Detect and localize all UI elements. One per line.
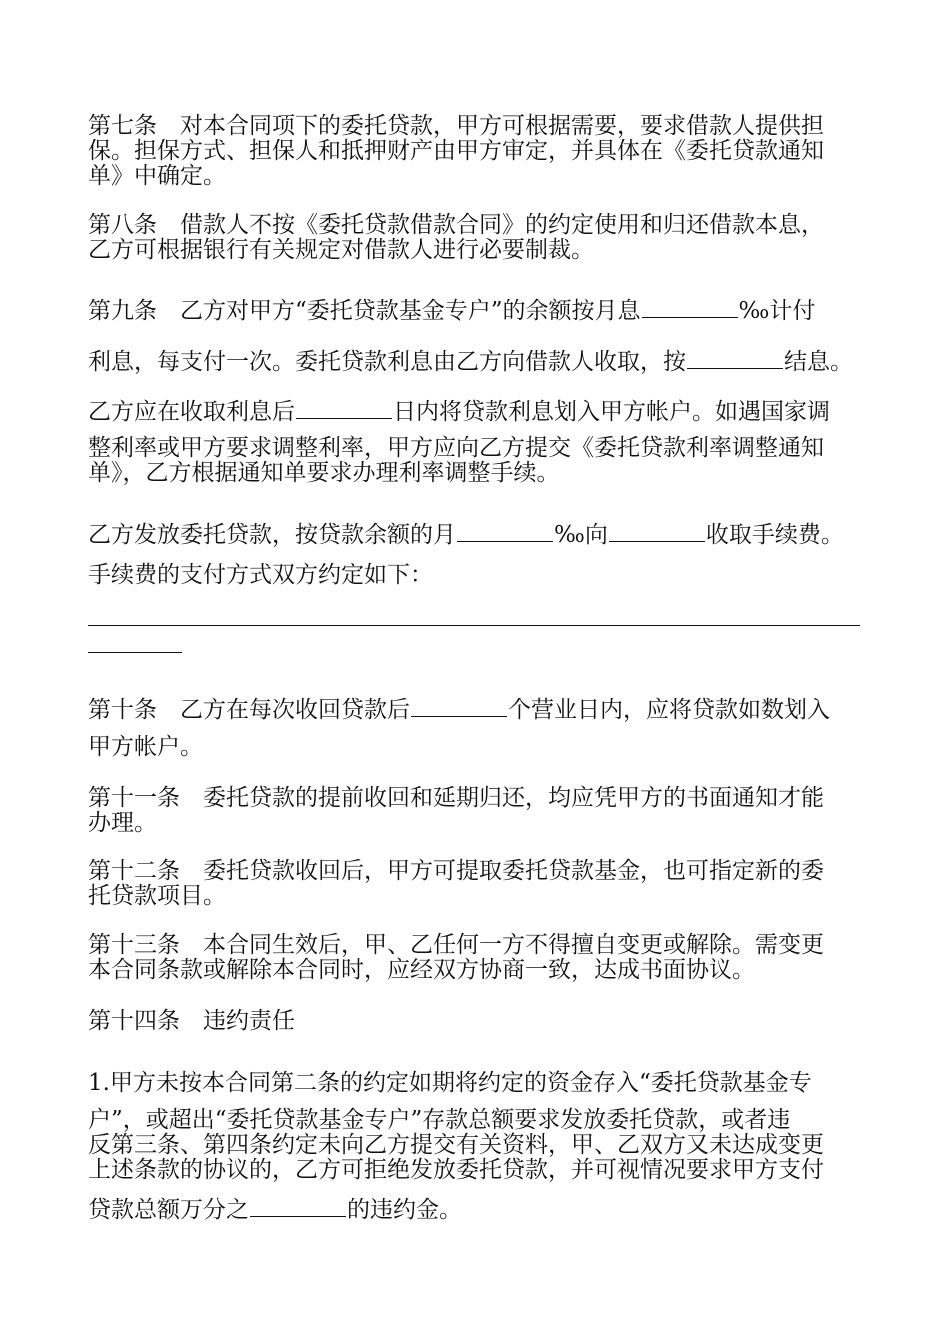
article-8-line-1: 第八条 借款人不按《委托贷款借款合同》的约定使用和归还借款本息，: [88, 212, 824, 238]
article-14-item-1-line-5: 贷款总额万分之 的违约金。: [88, 1197, 462, 1223]
article-14-item-1-line-4: 上述条款的协议的，乙方可拒绝发放委托贷款，并可视情况要求甲方支付: [88, 1157, 824, 1183]
article-14-title: 第十四条 违约责任: [88, 1008, 295, 1034]
article-12-line-2: 托贷款项目。: [88, 883, 226, 909]
article-11: [88, 786, 824, 836]
article-7-line-2: 保。担保方式、担保人和抵押财产由甲方审定，并具体在《委托贷款通知: [88, 138, 824, 164]
fee-line-2: 手续费的支付方式双方约定如下：: [88, 562, 433, 588]
article-7: [88, 114, 824, 189]
fee-method-blank-line-2[interactable]: [88, 652, 182, 653]
article-11-line-2: 办理。: [88, 810, 157, 836]
fee-line-1: 乙方发放委托贷款，按贷款余额的月 ‰向 收取手续费。: [88, 522, 844, 548]
article-7-line-1: 第七条 对本合同项下的委托贷款，甲方可根据需要，要求借款人提供担: [88, 113, 824, 139]
article-9-line-1: 第九条 乙方对甲方“委托贷款基金专户”的余额按月息 ‰计付: [88, 298, 816, 324]
blank-penalty-ratio[interactable]: [250, 1196, 346, 1217]
fee-method-blank-line-1[interactable]: [88, 625, 860, 626]
blank-business-days[interactable]: [411, 696, 507, 717]
article-13: [88, 933, 824, 983]
article-12-line-1: 第十二条 委托贷款收回后，甲方可提取委托贷款基金，也可指定新的委: [88, 858, 824, 884]
article-9-line-3: 乙方应在收取利息后 日内将贷款利息划入甲方帐户。如遇国家调: [88, 399, 830, 425]
article-14-item-1-line-3: 反第三条、第四条约定未向乙方提交有关资料，甲、乙双方又未达成变更: [88, 1132, 824, 1158]
blank-fee-rate[interactable]: [457, 521, 553, 542]
article-8-line-2: 乙方可根据银行有关规定对借款人进行必要制裁。: [88, 237, 594, 263]
article-7-line-3: 单》中确定。: [88, 163, 226, 189]
blank-interest-method[interactable]: [687, 348, 783, 369]
article-14-item-1-line-1: 1.甲方未按本合同第二条的约定如期将约定的资金存入“委托贷款基金专: [88, 1070, 812, 1096]
article-9-line-2: 利息，每支付一次。委托贷款利息由乙方向借款人收取，按 结息。: [88, 349, 853, 375]
article-10-line-2: 甲方帐户。: [88, 734, 203, 760]
article-9-rest: [88, 436, 824, 486]
article-10-line-1: 第十条 乙方在每次收回贷款后 个营业日内，应将贷款如数划入: [88, 697, 830, 723]
article-9-line-4: 整利率或甲方要求调整利率，甲方应向乙方提交《委托贷款利率调整通知: [88, 435, 824, 461]
blank-transfer-days[interactable]: [296, 398, 392, 419]
article-13-line-1: 第十三条 本合同生效后，甲、乙任何一方不得擅自变更或解除。需变更: [88, 932, 824, 958]
blank-monthly-rate[interactable]: [642, 297, 738, 318]
article-8: [88, 213, 824, 263]
article-9-line-5: 单》，乙方根据通知单要求办理利率调整手续。: [88, 460, 560, 486]
article-11-line-1: 第十一条 委托贷款的提前收回和延期归还，均应凭甲方的书面通知才能: [88, 785, 824, 811]
blank-fee-payer[interactable]: [609, 521, 705, 542]
article-14-item-1-body: [88, 1108, 824, 1183]
article-13-line-2: 本合同条款或解除本合同时，应经双方协商一致，达成书面协议。: [88, 957, 755, 983]
article-14-item-1-line-2: 户”，或超出“委托贷款基金专户”存款总额要求发放委托贷款，或者违: [88, 1107, 791, 1133]
article-12: [88, 859, 824, 909]
